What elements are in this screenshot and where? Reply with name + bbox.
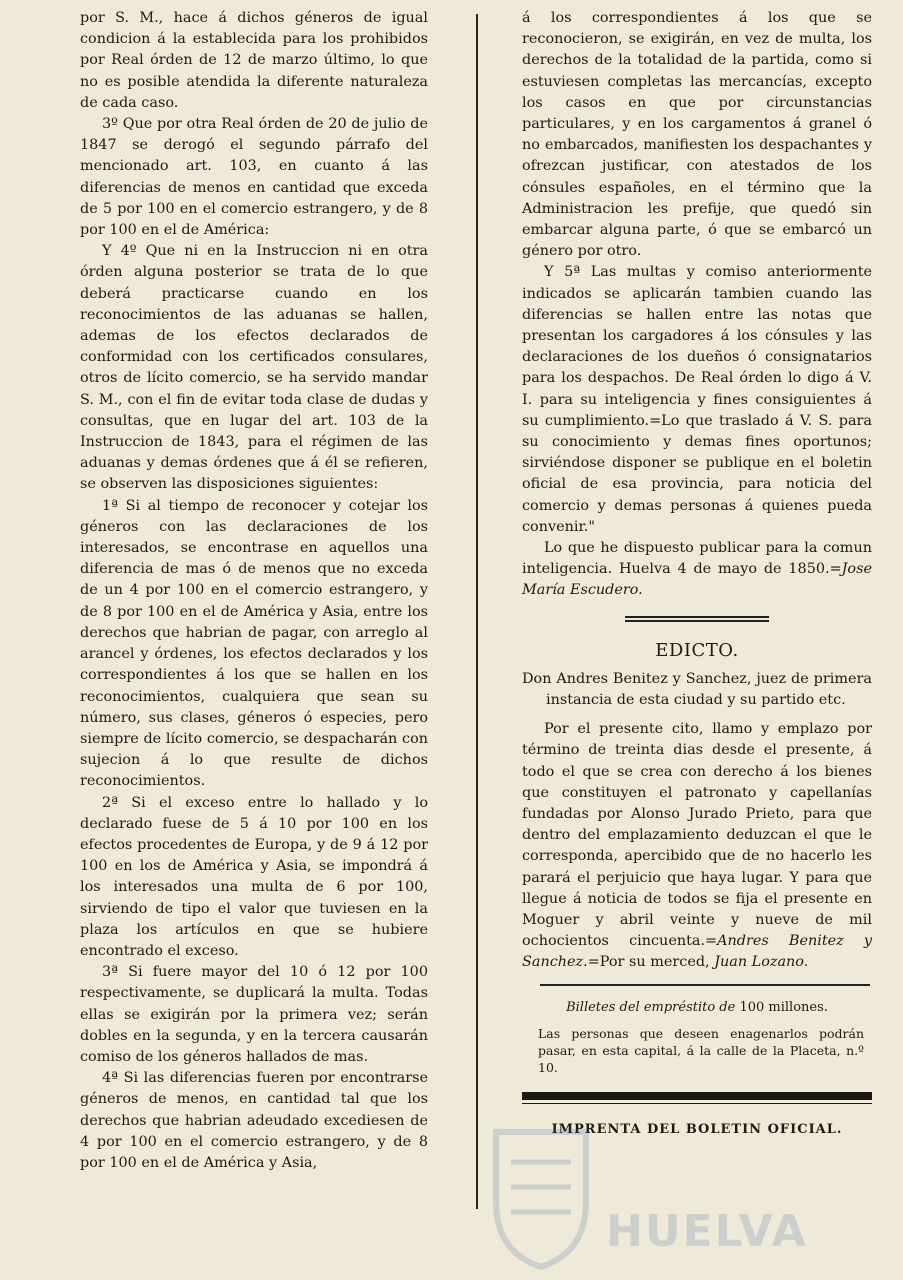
column-divider — [476, 14, 478, 1209]
paragraph-continuation: por S. M., hace á dichos géneros de igual condicion á la establecida para los prohibidos por Real órden de 12 de marzo último, lo que no es posible atendida la diferente naturaleza de cada caso. — [80, 10, 428, 111]
archive-watermark — [486, 1122, 886, 1272]
edict-text: Por el presente cito, llamo y emplazo por término de treinta dias desde el presente, á todo el que se crea con derecho á los bienes que constituyen el patronato y capellanías fundadas por Alonso Jurado Prieto, para que dentro del emplazamiento deduzcan el que le corresponda, apercibido que de no hacerlo les parará el perjuicio que haya lugar. Y para que llegue á noticia de todos se fija el presente en Moguer y abril veinte y nueve de mil ochocientos cincuenta.= — [522, 721, 872, 950]
section-divider — [625, 616, 769, 622]
paragraph-point-4: Y 4º Que ni en la Instruccion ni en otra órden alguna posterior se trata de lo que deberá practicarse cuando en los reconocimientos de las aduanas se hallen, ademas de los efectos declarados de conformidad con los certificados consulares, otros de lícito comercio, se ha servido mandar S. M., con el fin de evitar toda clase de dudas y consultas, que en lugar del art. 103 de la Instruccion de 1843, para el régimen de las aduanas y demas órdenes que á él se refieren, se observen las disposiciones siguientes: — [80, 243, 428, 493]
watermark-text: HUELVA — [606, 1206, 808, 1257]
notice-divider — [540, 984, 870, 986]
edict-body — [522, 719, 872, 973]
right-column — [522, 8, 872, 1137]
left-column — [80, 8, 428, 1174]
edict-intro: Don Andres Benitez y Sanchez, juez de primera instancia de esta ciudad y su partido etc. — [522, 670, 872, 708]
edict-separator: =Por su merced, — [587, 954, 710, 971]
notice-amount: 100 millones. — [739, 999, 828, 1015]
signature-benitez: Andres Benitez y Sanchez. — [522, 933, 872, 971]
paragraph-point-3: 3º Que por otra Real órden de 20 de julio de 1847 se derogó el segundo párrafo del mencionado art. 103, en cuanto á las diferencias de menos en cantidad que exceda de 5 por 100 en el comercio estrangero, y de 8 por 100 en el de América: — [80, 116, 428, 239]
notice-title: Billetes del empréstito de — [566, 999, 736, 1015]
disposition-3: 3ª Si fuere mayor del 10 ó 12 por 100 respectivamente, se duplicará la multa. Todas ellas se exigirán por la primera vez; serán dobles en la segunda, y en la tercera causarán comiso de los géneros hallados de mas. — [80, 964, 428, 1065]
publication-note — [522, 538, 872, 602]
edict-heading: EDICTO. — [655, 639, 739, 661]
signature-lozano: Juan Lozano. — [714, 954, 809, 971]
shield-icon — [486, 1122, 596, 1272]
publication-text: Lo que he dispuesto publicar para la comun inteligencia. Huelva 4 de mayo de 1850.= — [522, 540, 872, 578]
footer-divider — [522, 1092, 872, 1100]
disposition-2: 2ª Si el exceso entre lo hallado y lo declarado fuese de 5 á 10 por 100 en los efectos procedentes de Europa, y de 9 á 12 por 100 en los de América y Asia, se impondrá á los interesados una multa de 6 por 100, sirviendo de tipo el valor que tuviesen en la plaza los artículos en que se hubiere encontrado el exceso. — [80, 794, 428, 959]
printer-imprint: IMPRENTA DEL BOLETIN OFICIAL. — [551, 1121, 843, 1137]
notice-body: Las personas que deseen enagenarlos podrán pasar, en esta capital, á la calle de la Placeta, n.º 10. — [538, 1025, 864, 1075]
notice-heading — [522, 1000, 872, 1015]
disposition-4-continued: á los correspondientes á los que se reconocieron, se exigirán, en vez de multa, los derechos de la totalidad de la partida, como si estuviesen completas las mercancías, excepto los casos en que por circunstancias particulares, y en los cargamentos á granel ó no embarcados, manifiesten los despachantes y ofrezcan justificar, con atestados de los cónsules españoles, en el término que la Administracion les prefije, que quedó sin embarcar alguna parte, ó que se embarcó un género por otro. — [522, 10, 872, 260]
signature-escudero: Jose María Escudero. — [522, 561, 872, 599]
disposition-4: 4ª Si las diferencias fueren por encontrarse géneros de menos, en cantidad tal que los derechos que habrian adeudado excediesen de 4 por 100 en el comercio estrangero, y de 8 por 100 en el de América y Asia, — [80, 1070, 428, 1171]
disposition-1: 1ª Si al tiempo de reconocer y cotejar los géneros con las declaraciones de los interesados, se encontrase en aquellos una diferencia de mas ó de menos que no exceda de un 4 por 100 en el comercio estrangero, y de 8 por 100 en el de América y Asia, entre los derechos que habrian de pagar, con arreglo al arancel y órdenes, los efectos declarados y los correspondientes á los que se hallen en los reconocimientos, cualquiera que sean su número, sus clases, géneros ó especies, pero siempre de lícito comercio, se despacharán con sujecion á lo que resulte de dichos reconocimientos. — [80, 497, 428, 790]
disposition-5: Y 5ª Las multas y comiso anteriormente indicados se aplicarán tambien cuando las diferencias se hallen entre las notas que presentan los cargadores á los cónsules y las declaraciones de los dueños ó consignatarios para los despachos. De Real órden lo digo á V. I. para su inteligencia y fines consiguientes á su cumplimiento.=Lo que traslado á V. S. para su conocimiento y demas fines oportunos; sirviéndose disponer se publique en el boletin oficial de esa provincia, para noticia del comercio y demas personas á quienes pueda convenir." — [522, 264, 872, 535]
